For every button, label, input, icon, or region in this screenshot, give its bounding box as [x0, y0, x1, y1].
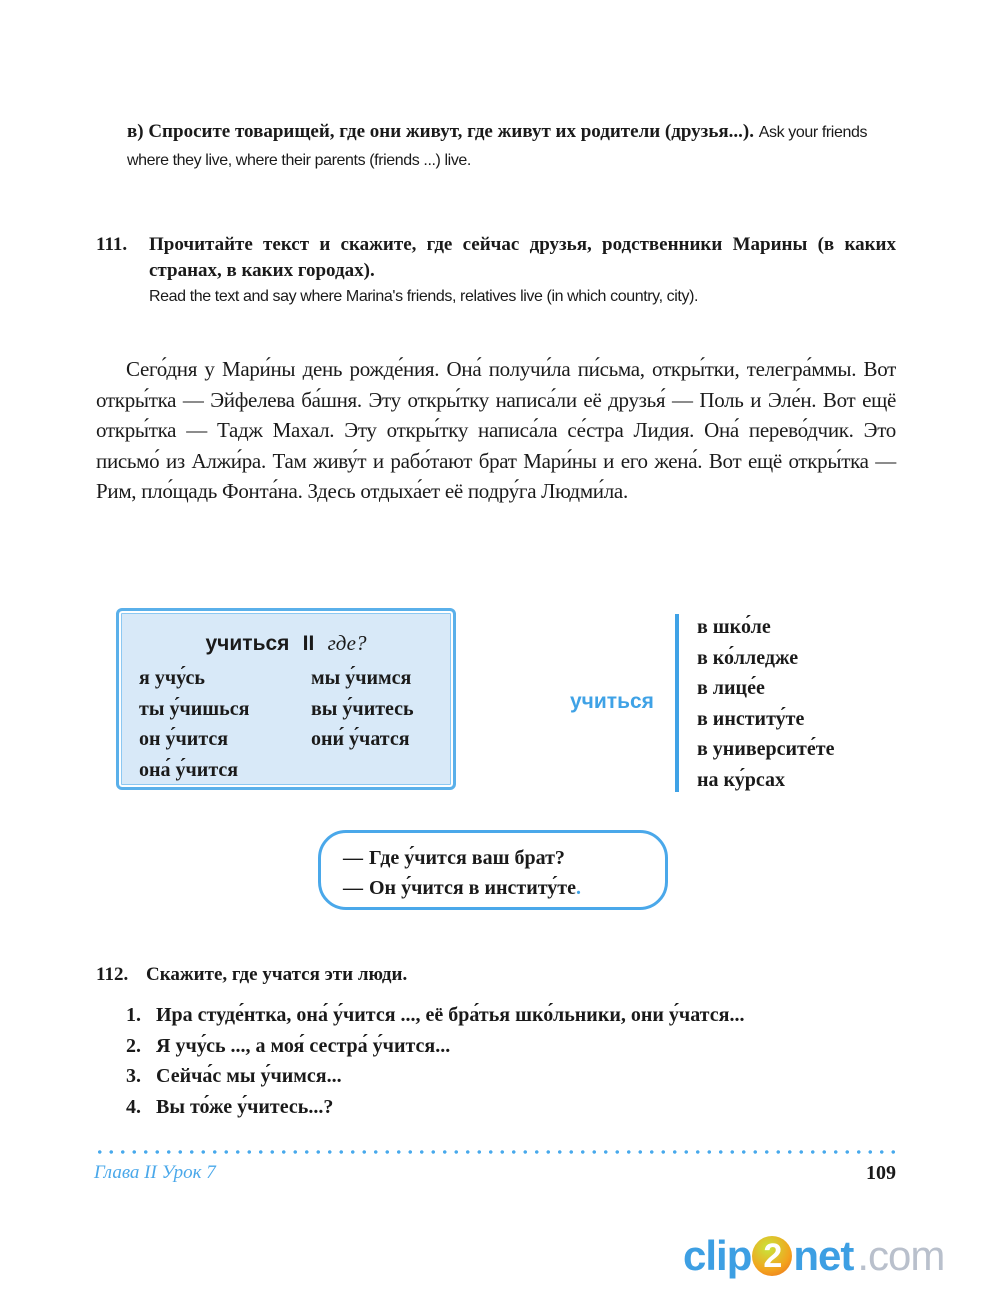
place-item: в ко́лледже — [697, 646, 799, 669]
chapter-label: Глава II Урок 7 — [94, 1162, 216, 1183]
item-number: 3. — [126, 1065, 141, 1087]
part-c-instruction-en: Ask your friends where they live, where their parents (friends ...) live. — [127, 124, 868, 169]
exercise-instruction: Скажите, где учатся эти люди. — [146, 964, 408, 985]
conjugation-forms — [139, 663, 449, 785]
item-number: 4. — [126, 1095, 141, 1118]
places-diagram — [560, 612, 900, 797]
part-c-instruction-ru: в) Спросите товарищей, где они живут, где живут их родители (друзья...). — [127, 121, 754, 142]
place-item: в университе́те — [697, 738, 835, 760]
page-footer — [94, 1150, 896, 1184]
item-text: Ира студе́нтка, она́ у́чится ..., её бра́тья шко́льники, они у́чатся... — [156, 1004, 745, 1026]
conjugation-table — [116, 608, 456, 790]
conjugation-form: ты у́чишься — [139, 697, 250, 720]
dialog-dash: — — [343, 847, 363, 869]
dotted-divider — [94, 1150, 896, 1154]
conjugation-form: вы у́читесь — [311, 697, 414, 720]
exercise-112 — [96, 962, 896, 1122]
item-number: 1. — [126, 1004, 141, 1026]
exercise-items — [126, 1000, 896, 1122]
place-item: в шко́ле — [697, 616, 771, 638]
exercise-item — [126, 1000, 896, 1031]
clip2net-watermark — [683, 1232, 944, 1280]
conjugation-form: они́ у́чатся — [311, 728, 410, 750]
conjugation-class: II — [302, 632, 315, 655]
exercise-item — [126, 1031, 896, 1062]
page-number: 109 — [866, 1162, 896, 1184]
exercise-110-part-c — [127, 118, 897, 174]
watermark-domain: .com — [857, 1232, 945, 1279]
conjugation-question: где? — [327, 631, 367, 655]
exercise-item — [126, 1061, 896, 1092]
watermark-text: clip — [683, 1232, 752, 1279]
dialog-answer-emphasis: в институ́те — [468, 877, 576, 899]
item-text: Сейча́с мы у́чимся... — [156, 1065, 342, 1087]
bracket-divider — [675, 614, 679, 792]
place-item: на ку́рсах — [697, 768, 786, 791]
watermark-text: net — [793, 1232, 854, 1279]
conjugation-title — [119, 631, 453, 656]
dialog-dash: — — [343, 877, 363, 899]
conjugation-form: она́ у́чится — [139, 758, 239, 781]
dialog-line-question — [343, 843, 665, 873]
places-verb: учиться — [570, 690, 654, 713]
exercise-number: 112. — [96, 964, 129, 985]
item-number: 2. — [126, 1034, 141, 1057]
dialog-line-answer — [343, 873, 665, 903]
reading-text: Сего́дня у Мари́ны день рожде́ния. Она́ получи́ла пи́сьма, откры́тки, телегра́ммы. Вот откры́тка — Эйфелева ба́шня. Эту откры́тку написа́ли её друзья́ — Поль и Эле́н. Вот ещё откры́тка — Тадж Махал. Эту откры́тку написа́ла се́стра Лидия. Она́ перево́дчик. Это письмо́ из Алжи́ра. Там живу́т и рабо́тают брат Мари́ны и его жена́. Вот ещё откры́тка — Рим, пло́щадь Фонта́на. Здесь отдыха́ет её подру́га Людми́ла. — [96, 357, 896, 503]
conjugation-form: он у́чится — [139, 728, 229, 750]
place-item: в институ́те — [697, 707, 805, 730]
exercise-111 — [96, 232, 896, 310]
places-list — [697, 612, 834, 795]
conjugation-form — [311, 755, 449, 786]
logo-2-icon: 2 — [752, 1236, 792, 1276]
place-item: в лице́е — [697, 677, 765, 699]
conjugation-form: мы у́чимся — [311, 667, 412, 689]
dialog-question-text: Где у́чится ваш брат? — [369, 847, 565, 869]
exercise-number: 111. — [96, 234, 128, 255]
conjugation-verb: учиться — [205, 632, 290, 655]
exercise-instruction-ru: Прочитайте текст и скажите, где сейчас друзья, родственники Марины (в каких странах, в каких городах). — [149, 234, 896, 281]
conjugation-form: я учу́сь — [139, 667, 205, 689]
item-text: Я учу́сь ..., а моя́ сестра́ у́чится... — [156, 1034, 451, 1057]
dialog-answer-text: Он у́чится — [369, 877, 469, 899]
example-dialog — [318, 830, 668, 910]
dialog-answer-period: . — [576, 877, 581, 899]
exercise-item — [126, 1092, 896, 1123]
item-text: Вы то́же у́читесь...? — [156, 1095, 334, 1118]
exercise-instruction-en: Read the text and say where Marina's friends, relatives live (in which country, city). — [149, 288, 699, 305]
